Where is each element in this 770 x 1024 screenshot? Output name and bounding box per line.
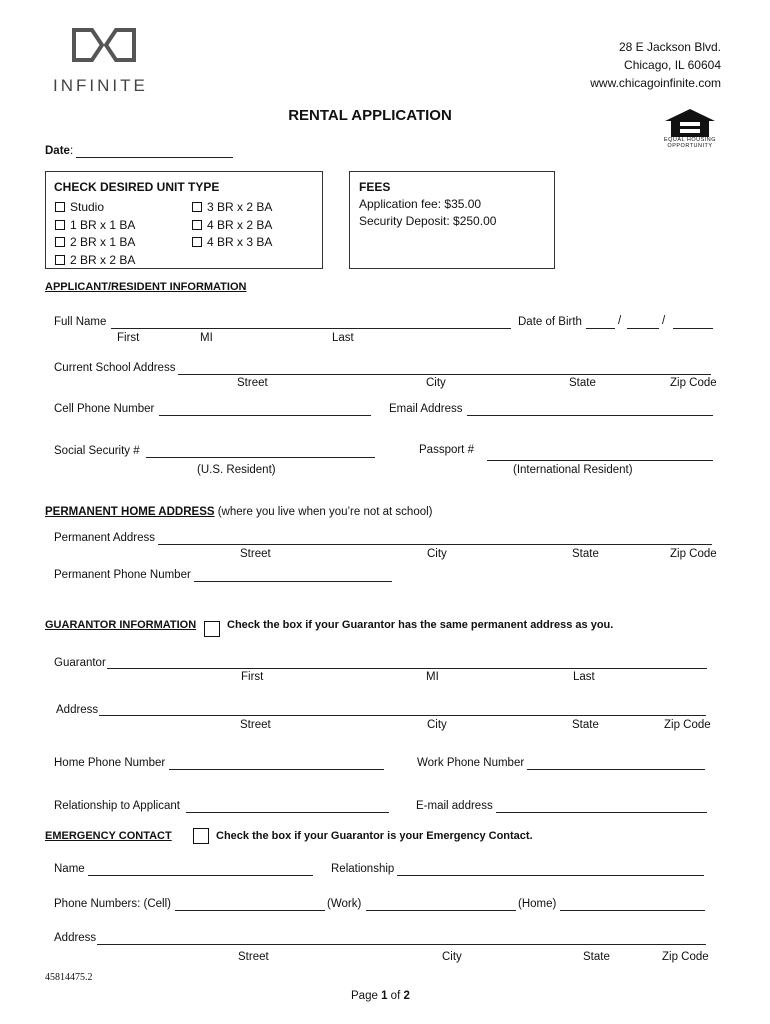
checkbox[interactable] (55, 202, 65, 212)
guarantor-same-address-checkbox[interactable] (204, 621, 220, 637)
guarantor-address-field[interactable] (99, 715, 706, 716)
logo-text: INFINITE (53, 76, 148, 95)
phone-home-field[interactable] (560, 910, 705, 911)
school-address-label: Current School Address (54, 362, 176, 374)
guarantor-heading: GUARANTOR INFORMATION (45, 619, 197, 631)
work-phone-label: Work Phone Number (417, 757, 525, 769)
emergency-name-field[interactable] (88, 875, 313, 876)
guarantor-address-label: Address (56, 704, 99, 716)
security-deposit: Security Deposit: $250.00 (359, 214, 497, 228)
checkbox[interactable] (192, 237, 202, 247)
school-address-field[interactable] (178, 374, 711, 375)
phone-cell-label: Phone Numbers: (Cell) (54, 898, 171, 910)
dob-slash-1: / (618, 315, 622, 327)
permanent-phone-field[interactable] (194, 581, 392, 582)
last-sublabel: Last (573, 671, 595, 683)
unit-option-1br-1ba[interactable]: 1 BR x 1 BA (55, 217, 135, 235)
permanent-phone-label: Permanent Phone Number (54, 569, 191, 581)
city-sublabel: City (426, 377, 446, 389)
unit-option-2br-2ba[interactable]: 2 BR x 2 BA (55, 252, 135, 270)
emergency-name-label: Name (54, 863, 85, 875)
checkbox[interactable] (55, 237, 65, 247)
zip-sublabel: Zip Code (664, 719, 711, 731)
website-link[interactable]: www.chicagoinfinite.com (590, 76, 721, 90)
equal-housing-icon (663, 108, 717, 138)
street-sublabel: Street (240, 548, 271, 560)
home-phone-field[interactable] (169, 769, 384, 770)
passport-label: Passport # (419, 444, 474, 456)
emergency-same-guarantor-checkbox[interactable] (193, 828, 209, 844)
equal-housing-line1: EQUAL HOUSING (663, 137, 717, 143)
emergency-same-guarantor-label: Check the box if your Guarantor is your Emergency Contact. (216, 830, 533, 842)
guarantor-email-field[interactable] (496, 812, 707, 813)
us-resident-sublabel: (U.S. Resident) (197, 464, 276, 476)
permanent-address-label: Permanent Address (54, 532, 156, 544)
passport-field[interactable] (487, 460, 713, 461)
permanent-heading: PERMANENT HOME ADDRESS (45, 506, 215, 518)
unit-type-heading: CHECK DESIRED UNIT TYPE (54, 180, 220, 194)
applicant-heading: APPLICANT/RESIDENT INFORMATION (45, 281, 247, 293)
ssn-field[interactable] (146, 457, 375, 458)
unit-option-4br-2ba[interactable]: 4 BR x 2 BA (192, 217, 272, 235)
equal-housing-line2: OPPORTUNITY (667, 143, 713, 149)
logo-mark-icon (70, 26, 138, 64)
mi-sublabel: MI (426, 671, 439, 683)
unit-option-4br-3ba[interactable]: 4 BR x 3 BA (192, 234, 272, 252)
phone-work-field[interactable] (366, 910, 516, 911)
address-line-1: 28 E Jackson Blvd. (618, 40, 721, 54)
date-label: Date: (45, 145, 74, 157)
dob-month-field[interactable] (586, 328, 615, 329)
fees-heading: FEES (359, 180, 391, 194)
cell-phone-label: Cell Phone Number (54, 403, 155, 415)
guarantor-same-address-label: Check the box if your Guarantor has the same permanent address as you. (227, 619, 614, 631)
state-sublabel: State (569, 377, 596, 389)
company-address (590, 38, 721, 92)
guarantor-name-label: Guarantor (54, 657, 106, 669)
full-name-field[interactable] (111, 328, 511, 329)
permanent-address-field[interactable] (158, 544, 712, 545)
state-sublabel: State (572, 719, 599, 731)
unit-option-2br-1ba[interactable]: 2 BR x 1 BA (55, 234, 135, 252)
emergency-relationship-label: Relationship (331, 863, 395, 875)
guarantor-name-field[interactable] (107, 668, 707, 669)
first-sublabel: First (117, 332, 140, 344)
phone-home-label: (Home) (518, 898, 557, 910)
email-label: Email Address (389, 403, 463, 415)
street-sublabel: Street (240, 719, 271, 731)
intl-resident-sublabel: (International Resident) (513, 464, 633, 476)
email-field[interactable] (467, 415, 713, 416)
full-name-label: Full Name (54, 316, 107, 328)
city-sublabel: City (427, 548, 447, 560)
relationship-label: Relationship to Applicant (54, 800, 180, 812)
zip-sublabel: Zip Code (670, 377, 717, 389)
page-number: Page 1 of 2 (351, 990, 410, 1002)
permanent-heading-row (45, 506, 433, 518)
state-sublabel: State (583, 951, 610, 963)
phone-cell-field[interactable] (175, 910, 325, 911)
cell-phone-field[interactable] (159, 415, 371, 416)
phone-work-label: (Work) (327, 898, 362, 910)
city-sublabel: City (427, 719, 447, 731)
unit-type-col1 (55, 199, 135, 269)
permanent-note: (where you live when you’re not at school) (214, 506, 433, 518)
work-phone-field[interactable] (527, 769, 705, 770)
date-field[interactable] (76, 157, 233, 158)
unit-type-col2 (192, 199, 272, 252)
application-fee: Application fee: $35.00 (359, 197, 482, 211)
checkbox[interactable] (192, 202, 202, 212)
document-id: 45814475.2 (45, 972, 93, 983)
emergency-heading: EMERGENCY CONTACT (45, 830, 172, 842)
city-sublabel: City (442, 951, 462, 963)
unit-option-studio[interactable]: Studio (55, 199, 135, 217)
page-title: RENTAL APPLICATION (288, 107, 452, 124)
state-sublabel: State (572, 548, 599, 560)
zip-sublabel: Zip Code (662, 951, 709, 963)
emergency-address-field[interactable] (97, 944, 706, 945)
zip-sublabel: Zip Code (670, 548, 717, 560)
address-line-2: Chicago, IL 60604 (624, 58, 721, 72)
first-sublabel: First (241, 671, 264, 683)
unit-option-3br-2ba[interactable]: 3 BR x 2 BA (192, 199, 272, 217)
dob-year-field[interactable] (673, 328, 713, 329)
dob-label: Date of Birth (518, 316, 582, 328)
checkbox[interactable] (192, 220, 202, 230)
ssn-label: Social Security # (54, 445, 140, 457)
dob-day-field[interactable] (627, 328, 659, 329)
street-sublabel: Street (238, 951, 269, 963)
relationship-field[interactable] (186, 812, 389, 813)
checkbox[interactable] (55, 220, 65, 230)
checkbox[interactable] (55, 255, 65, 265)
emergency-address-label: Address (54, 932, 97, 944)
guarantor-email-label: E-mail address (416, 800, 493, 812)
mi-sublabel: MI (200, 332, 213, 344)
street-sublabel: Street (237, 377, 268, 389)
emergency-relationship-field[interactable] (397, 875, 704, 876)
home-phone-label: Home Phone Number (54, 757, 166, 769)
dob-slash-2: / (662, 315, 666, 327)
last-sublabel: Last (332, 332, 354, 344)
